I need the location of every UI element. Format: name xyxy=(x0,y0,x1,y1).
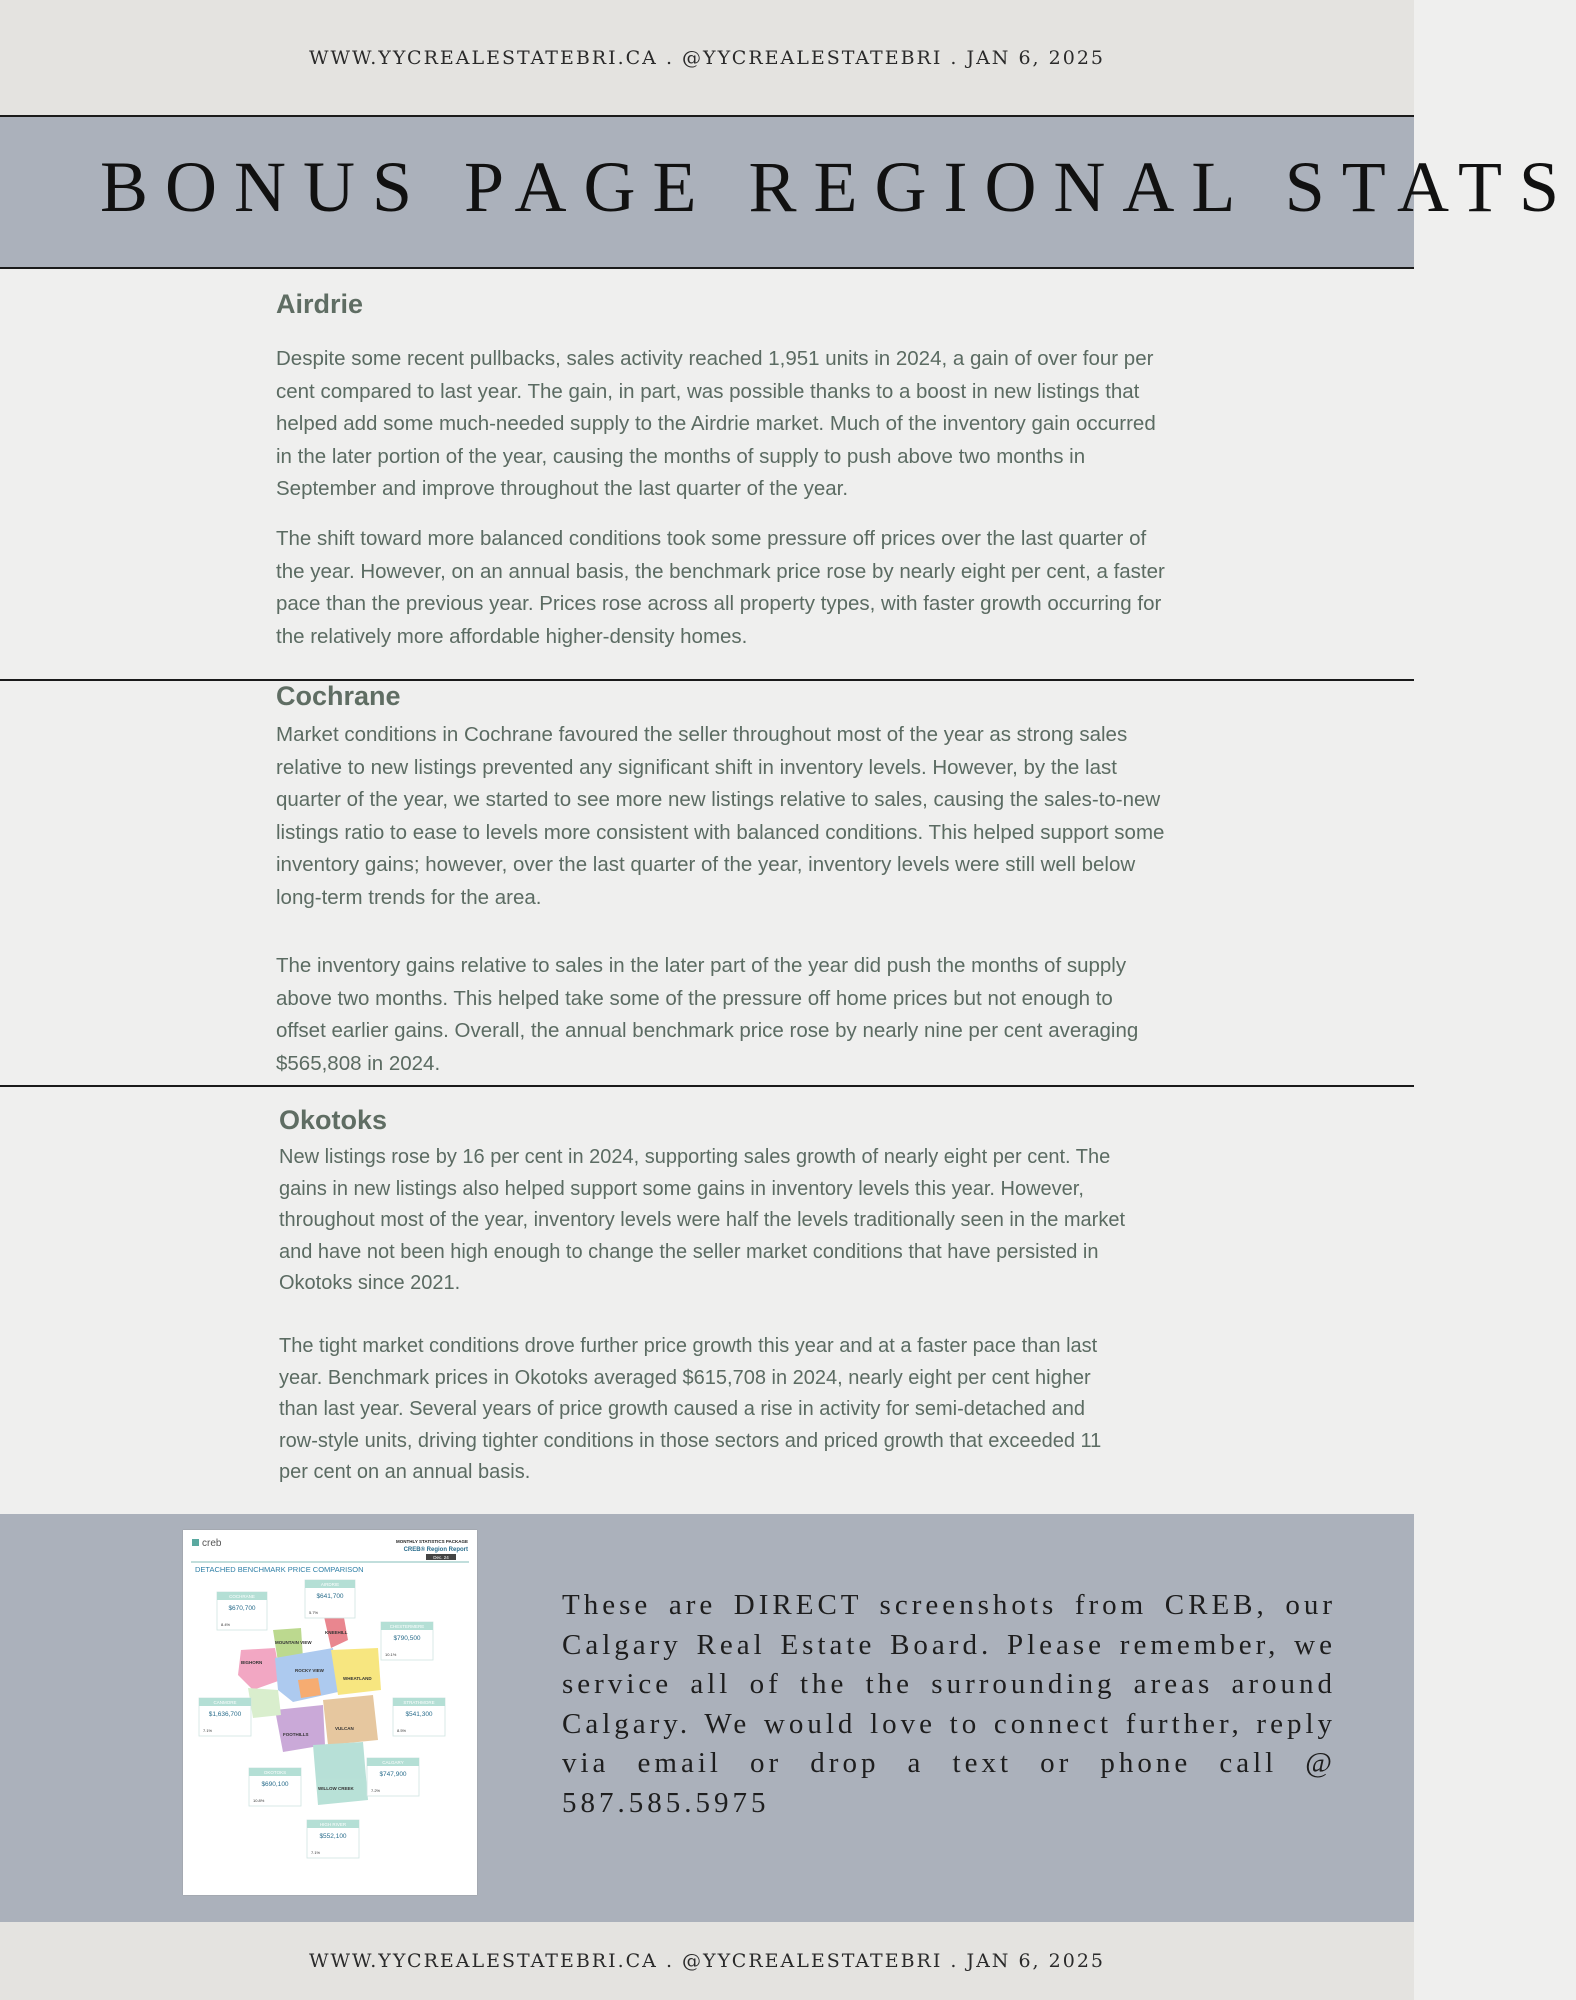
creb-logo-icon xyxy=(192,1539,199,1546)
footer-site-line: WWW.YYCREALESTATEBRI.CA . @YYCREALESTATEBRI . JAN 6, 2025 xyxy=(308,1950,1105,1972)
svg-text:7.1%: 7.1% xyxy=(311,1850,321,1855)
map-label-foothills: FOOTHILLS xyxy=(283,1732,309,1737)
callout-strathmore xyxy=(393,1698,445,1736)
airdrie-paragraph-1: Despite some recent pullbacks, sales activity reached 1,951 units in 2024, a gain of over four per cent compared to last year. The gain, in part, was possible thanks to a boost in new listings that helped add some much-needed supply to the Airdrie market. Much of the inventory gain occurred in the later portion of the year, causing the months of supply to push above two months in September and improve throughout the last quarter of the year. xyxy=(276,347,1156,500)
callout-okotoks xyxy=(249,1768,301,1806)
svg-text:$747,900: $747,900 xyxy=(379,1771,407,1778)
map-label-wheatland: WHEATLAND xyxy=(343,1676,372,1681)
svg-text:STRATHMORE: STRATHMORE xyxy=(403,1700,435,1705)
svg-text:10.1%: 10.1% xyxy=(385,1652,397,1657)
callout-airdrie xyxy=(305,1580,355,1618)
section-cochrane xyxy=(0,681,1414,1087)
thumb-package: MONTHLY STATISTICS PACKAGE xyxy=(395,1539,468,1544)
section-heading-airdrie: Airdrie xyxy=(276,289,364,319)
svg-text:$1,636,700: $1,636,700 xyxy=(208,1711,242,1718)
creb-logo-text: creb xyxy=(202,1538,222,1549)
svg-text:7.2%: 7.2% xyxy=(371,1788,381,1793)
map-label-kneehill: KNEEHILL xyxy=(325,1630,348,1635)
thumb-report: CREB® Region Report xyxy=(403,1547,468,1553)
svg-text:$541,300: $541,300 xyxy=(405,1711,433,1718)
map-label-rocky-view: ROCKY VIEW xyxy=(295,1668,324,1673)
svg-text:$690,100: $690,100 xyxy=(261,1781,289,1788)
svg-text:8.5%: 8.5% xyxy=(397,1728,407,1733)
section-heading-cochrane: Cochrane xyxy=(276,681,401,711)
section-airdrie xyxy=(0,269,1414,681)
svg-text:CALGARY: CALGARY xyxy=(382,1760,404,1765)
creb-map-image xyxy=(183,1530,477,1895)
svg-text:$670,700: $670,700 xyxy=(228,1605,256,1612)
contact-band xyxy=(0,1514,1414,1922)
page-title: BONUS PAGE REGIONAL STATS xyxy=(100,147,1576,227)
svg-text:OKOTOKS: OKOTOKS xyxy=(263,1770,287,1775)
creb-report-screenshot xyxy=(183,1530,477,1895)
callout-calgary xyxy=(367,1758,419,1796)
svg-text:CHESTERMERE: CHESTERMERE xyxy=(389,1624,425,1629)
map-label-mountain-view: MOUNTAIN VIEW xyxy=(275,1640,312,1645)
svg-text:HIGH RIVER: HIGH RIVER xyxy=(319,1822,347,1827)
bottom-footer xyxy=(0,1922,1414,2000)
okotoks-paragraph-1: New listings rose by 16 per cent in 2024, supporting sales growth of nearly eight per cent. The gains in new listings also helped support some gains in inventory levels this year. However, throughout most of the year, inventory levels were half the levels traditionally seen in the market and have not been high enough to change the seller market conditions that have persisted in Okotoks since 2021. xyxy=(279,1146,1126,1294)
thumb-date: Dec. 24 xyxy=(433,1555,449,1560)
svg-text:COCHRANE: COCHRANE xyxy=(229,1594,255,1599)
cochrane-paragraph-1: Market conditions in Cochrane favoured the seller throughout most of the year as strong sales relative to new listings prevented any significant shift in inventory levels. However, by the last quarter of the year, we started to see more new listings relative to sales, causing the sales-to-new listings ratio to ease to levels more consistent with balanced conditions. This helped support some inventory gains; however, over the last quarter of the year, inventory levels were still well below long-term trends for the area. xyxy=(276,723,1165,909)
airdrie-paragraph-2: The shift toward more balanced conditions took some pressure off prices over the last quarter of the year. However, on an annual basis, the benchmark price rose by nearly eight per cent, a faster pace than the previous year. Prices rose across all property types, with faster growth occurring for the relatively more affordable higher-density homes. xyxy=(276,527,1165,648)
header-site-line: WWW.YYCREALESTATEBRI.CA . @YYCREALESTATEBRI . JAN 6, 2025 xyxy=(308,46,1105,69)
cochrane-paragraph-2: The inventory gains relative to sales in the later part of the year did push the months of supply above two months. This helped take some of the pressure off home prices but not enough to offset earlier gains. Overall, the annual benchmark price rose by nearly nine per cent averaging $565,808 in 2024. xyxy=(276,954,1139,1075)
svg-text:5.7%: 5.7% xyxy=(309,1610,319,1615)
svg-text:$641,700: $641,700 xyxy=(316,1593,344,1600)
section-okotoks xyxy=(0,1087,1414,1514)
svg-text:$552,100: $552,100 xyxy=(319,1833,347,1840)
svg-text:8.4%: 8.4% xyxy=(221,1622,231,1627)
callout-chestermere xyxy=(381,1622,433,1660)
map-label-vulcan: VULCAN xyxy=(335,1726,354,1731)
callout-canmore xyxy=(199,1698,251,1736)
svg-text:$790,500: $790,500 xyxy=(393,1635,421,1642)
map-label-bighorn: BIGHORN xyxy=(241,1660,263,1665)
map-label-willow-creek: WILLOW CREEK xyxy=(318,1786,354,1791)
svg-text:CANMORE: CANMORE xyxy=(213,1700,237,1705)
contact-note: These are DIRECT screenshots from CREB, our Calgary Real Estate Board. Please remember, we service all of the the surrounding areas around Calgary. We would love to connect further, reply via email or drop a text or phone call @ 587.585.5975 xyxy=(562,1589,1336,1819)
callout-high-river xyxy=(307,1820,359,1858)
thumb-heading: DETACHED BENCHMARK PRICE COMPARISON xyxy=(195,1565,364,1574)
okotoks-paragraph-2: The tight market conditions drove further price growth this year and at a faster pace than last year. Benchmark prices in Okotoks averaged $615,708 in 2024, nearly eight per cent higher than last year. Several years of price growth caused a rise in activity for semi-detached and row-style units, driving tighter conditions in those sectors and priced growth that exceeded 11 per cent on an annual basis. xyxy=(279,1335,1102,1483)
top-header xyxy=(0,0,1414,117)
section-heading-okotoks: Okotoks xyxy=(279,1105,388,1135)
svg-text:10.8%: 10.8% xyxy=(253,1798,265,1803)
svg-text:AIRDRIE: AIRDRIE xyxy=(320,1582,340,1587)
callout-cochrane xyxy=(217,1592,267,1630)
title-banner xyxy=(0,117,1576,269)
svg-text:7.1%: 7.1% xyxy=(203,1728,213,1733)
